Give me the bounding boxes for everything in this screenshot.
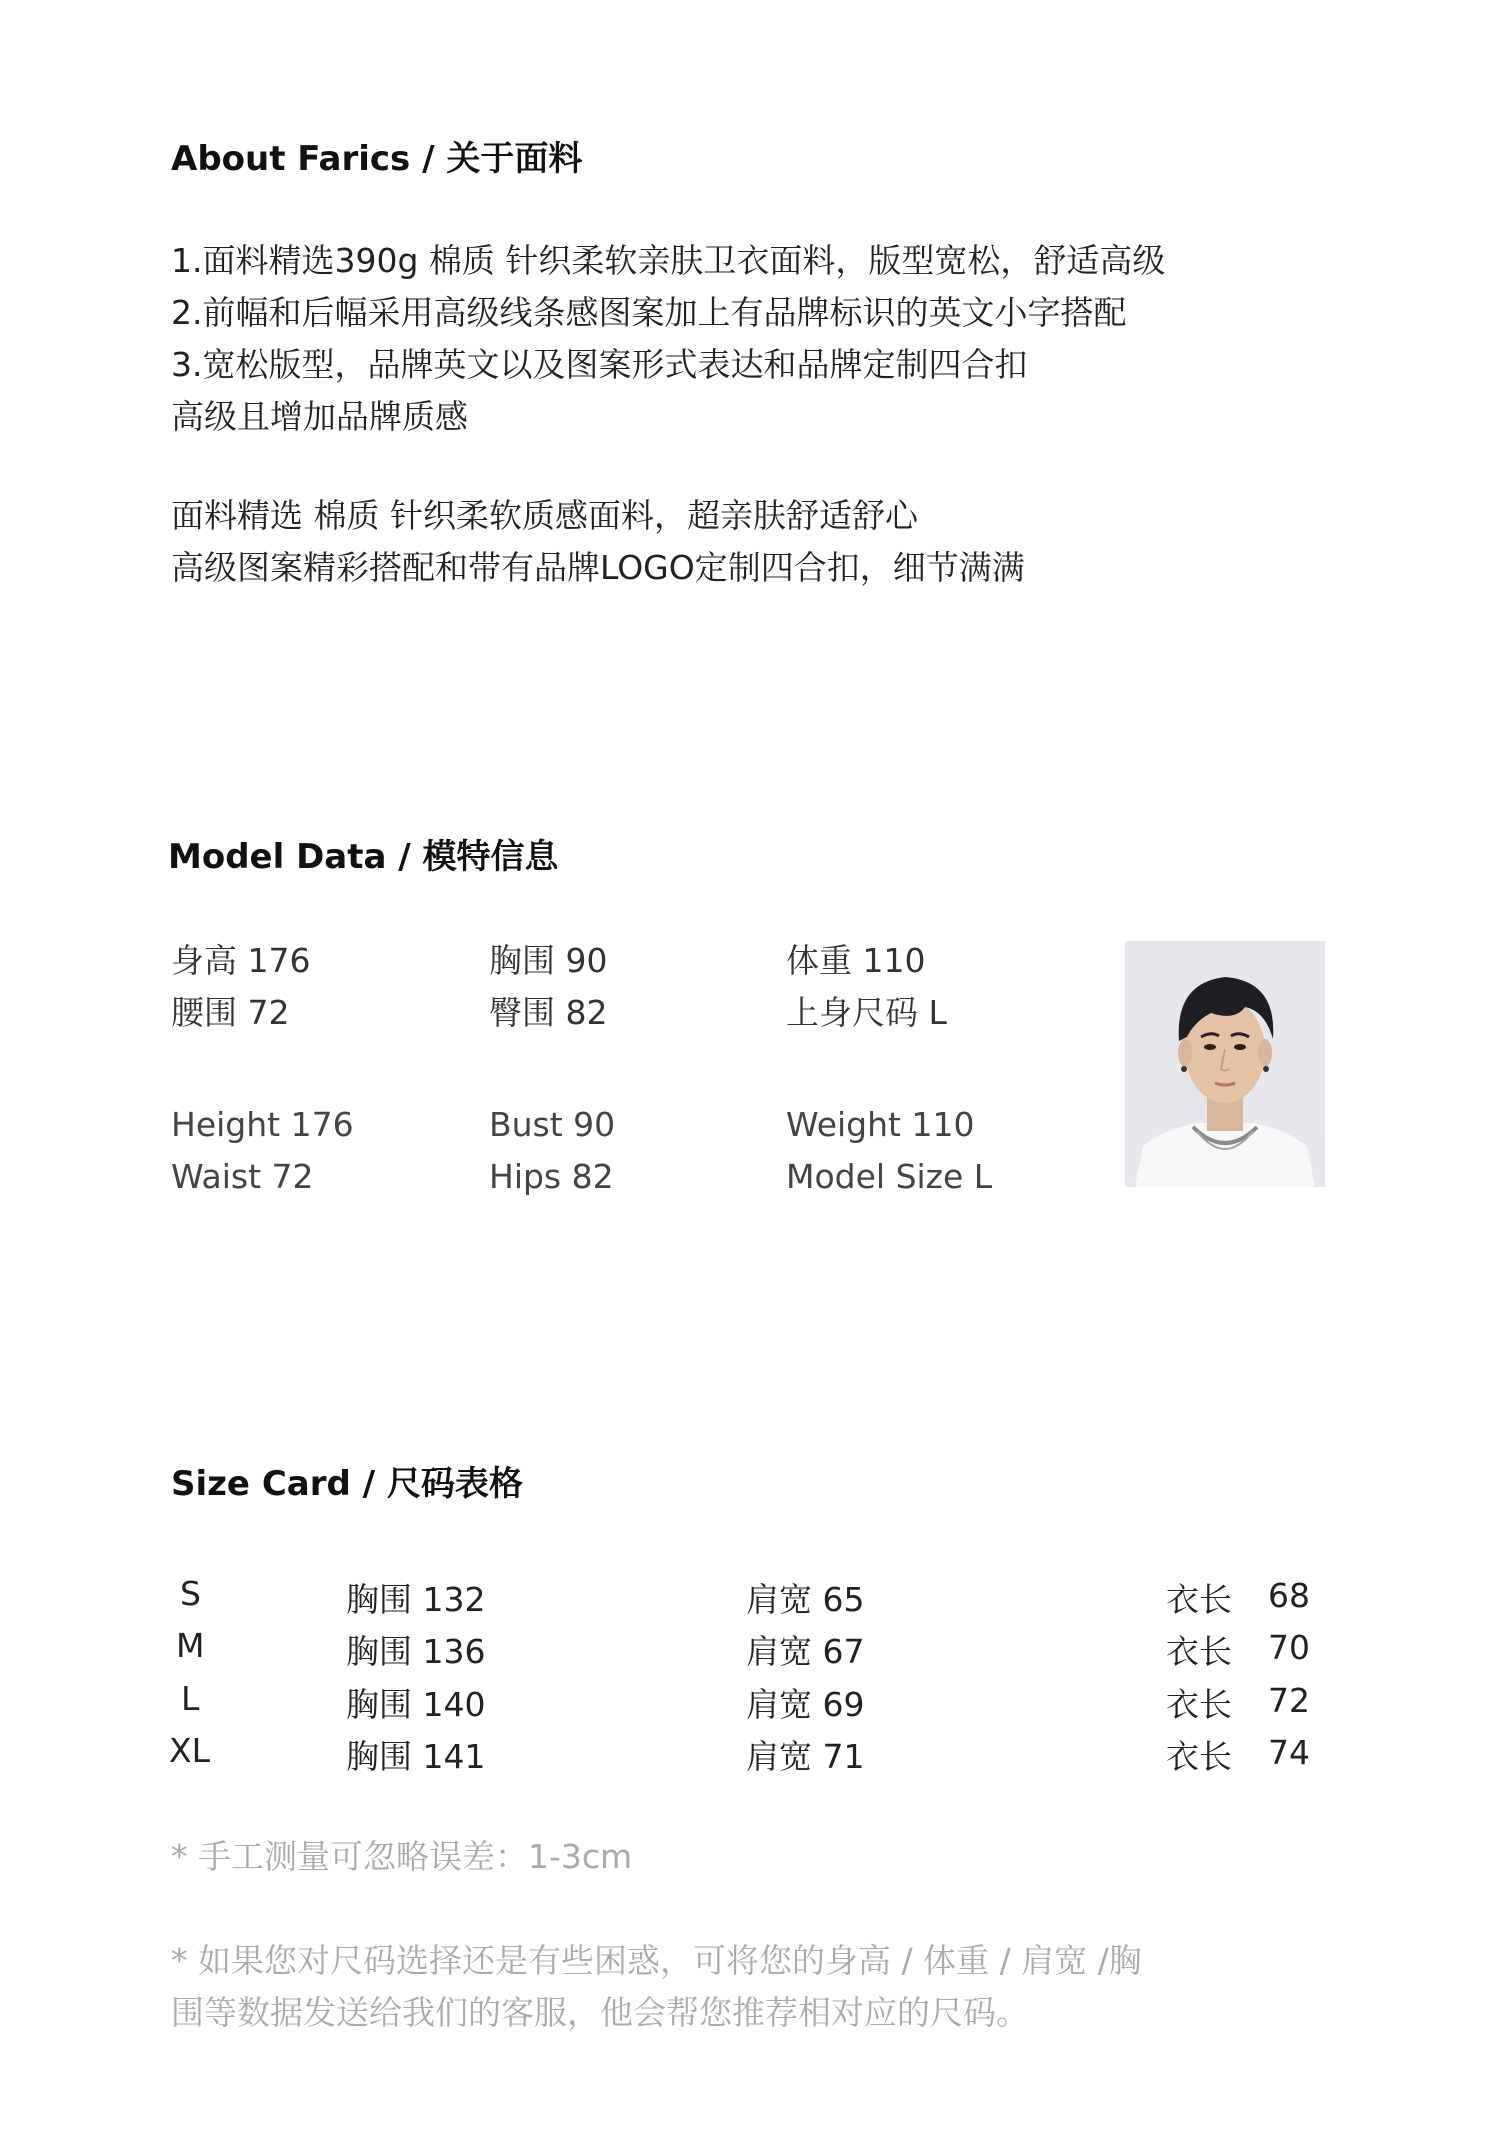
size-length: 70 (1268, 1628, 1310, 1667)
size-chest: 胸围 140 (346, 1685, 486, 1724)
fabric-point-1: 1.面料精选390g 棉质 针织柔软亲肤卫衣面料，版型宽松，舒适高级 (171, 241, 1166, 280)
size-label: L (181, 1679, 200, 1718)
measurement-note: * 手工测量可忽略误差：1-3cm (171, 1837, 633, 1876)
model-height-cn: 身高 176 (171, 941, 311, 980)
size-label: S (180, 1574, 201, 1613)
model-photo (1125, 941, 1325, 1187)
size-help-note-line-2: 围等数据发送给我们的客服，他会帮您推荐相对应的尺码。 (171, 1993, 1029, 2032)
model-waist-cn: 腰围 72 (171, 993, 290, 1032)
size-shoulder: 肩宽 65 (746, 1580, 865, 1619)
size-help-note-line-1: * 如果您对尺码选择还是有些困惑，可将您的身高 / 体重 / 肩宽 /胸 (171, 1941, 1142, 1980)
model-weight-en: Weight 110 (786, 1105, 975, 1144)
size-chest: 胸围 141 (346, 1737, 486, 1776)
size-label: XL (169, 1731, 210, 1770)
fabric-summary-2: 高级图案精彩搭配和带有品牌LOGO定制四合扣，细节满满 (171, 548, 1025, 587)
size-length-label: 衣长 (1166, 1685, 1232, 1724)
fabric-point-2: 2.前幅和后幅采用高级线条感图案加上有品牌标识的英文小字搭配 (171, 293, 1127, 332)
size-card-heading: Size Card / 尺码表格 (171, 1464, 523, 1504)
size-length: 72 (1268, 1681, 1310, 1720)
model-hips-cn: 臀围 82 (489, 993, 608, 1032)
size-length-label: 衣长 (1166, 1737, 1232, 1776)
model-size-en: Model Size L (786, 1157, 993, 1196)
fabric-point-3: 3.宽松版型，品牌英文以及图案形式表达和品牌定制四合扣 (171, 345, 1028, 384)
model-weight-cn: 体重 110 (786, 941, 926, 980)
size-shoulder: 肩宽 71 (746, 1737, 865, 1776)
model-heading: Model Data / 模特信息 (168, 837, 559, 877)
model-height-en: Height 176 (171, 1105, 354, 1144)
size-shoulder: 肩宽 69 (746, 1685, 865, 1724)
size-chest: 胸围 132 (346, 1580, 486, 1619)
model-size-cn: 上身尺码 L (786, 993, 947, 1032)
size-length-label: 衣长 (1166, 1632, 1232, 1671)
model-hips-en: Hips 82 (489, 1157, 614, 1196)
model-portrait-icon (1125, 941, 1325, 1187)
size-length: 68 (1268, 1576, 1310, 1615)
size-chest: 胸围 136 (346, 1632, 486, 1671)
fabric-heading: About Farics / 关于面料 (171, 139, 583, 179)
model-waist-en: Waist 72 (171, 1157, 314, 1196)
model-bust-en: Bust 90 (489, 1105, 616, 1144)
fabric-summary-1: 面料精选 棉质 针织柔软质感面料，超亲肤舒适舒心 (171, 496, 918, 535)
size-length: 74 (1268, 1733, 1310, 1772)
size-label: M (176, 1626, 205, 1665)
size-shoulder: 肩宽 67 (746, 1632, 865, 1671)
model-bust-cn: 胸围 90 (489, 941, 608, 980)
fabric-point-4: 高级且增加品牌质感 (171, 397, 468, 436)
size-length-label: 衣长 (1166, 1580, 1232, 1619)
